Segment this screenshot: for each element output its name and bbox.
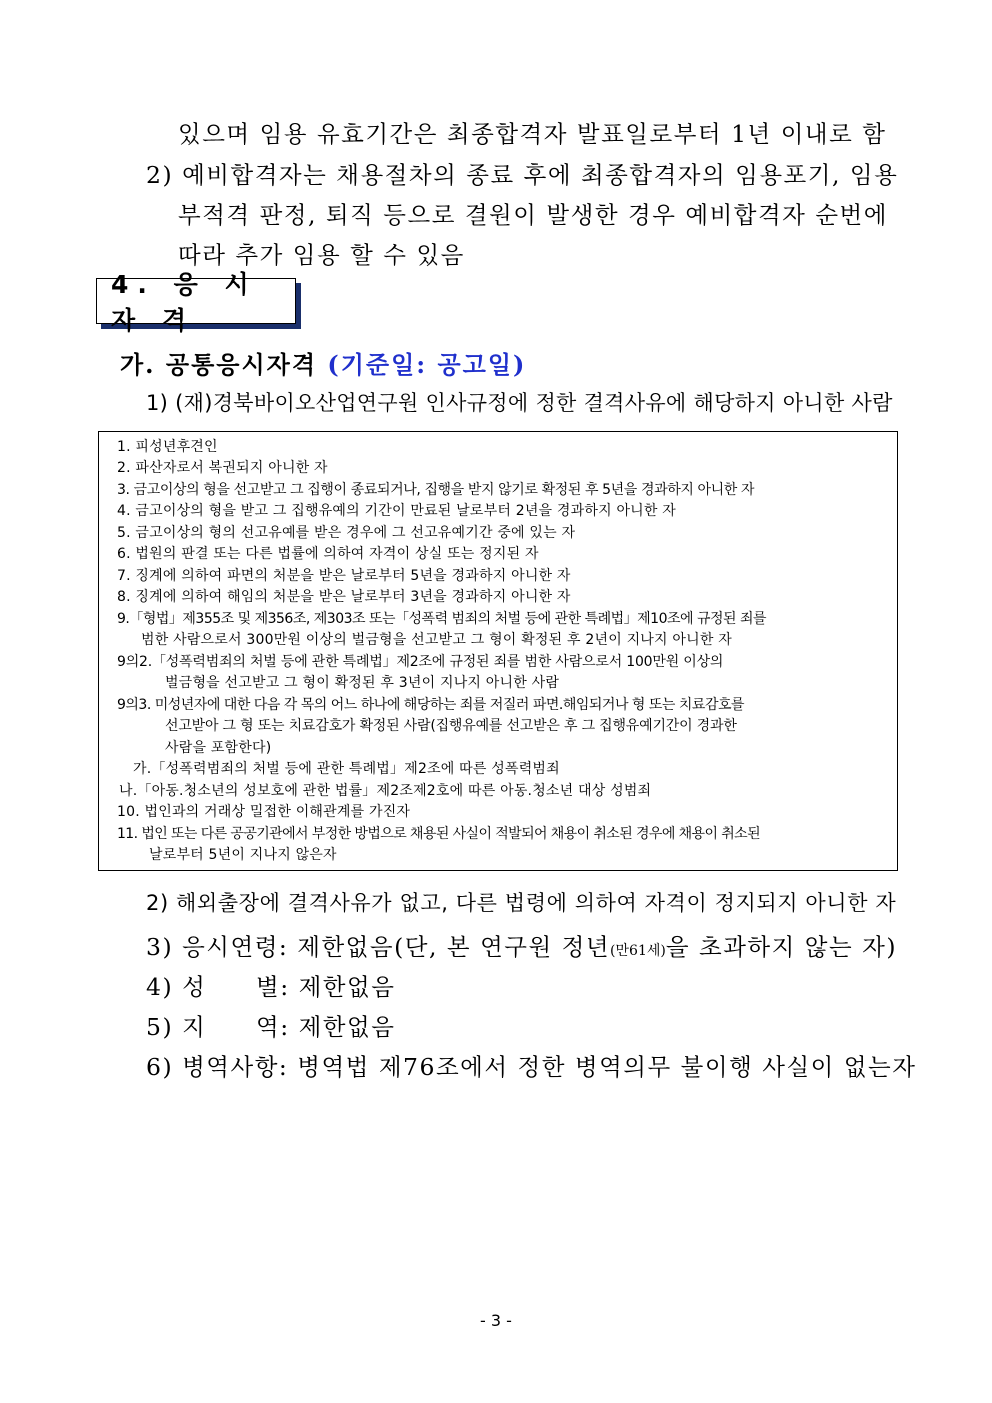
list-item: 6. 법원의 판결 또는 다른 법률에 의하여 자격이 상실 또는 정지된 자 — [117, 546, 539, 562]
text-line: 별: 제한없음 — [256, 973, 396, 1001]
list-item: 3. 금고이상의 형을 선고받고 그 집행이 종료되거나, 집행을 받지 않기로 확정된 후 5년을 경과하지 아니한 자 — [117, 482, 755, 498]
list-item — [146, 928, 897, 962]
list-item: 선고받아 그 형 또는 치료감호가 확정된 사람(집행유예를 선고받은 후 그 집행유예기간이 경과한 — [165, 718, 737, 734]
list-item: 사람을 포함한다) — [165, 740, 272, 756]
list-item: 6) 병역사항: 병역법 제76조에서 정한 병역의무 불이행 사실이 없는자 — [146, 1053, 917, 1081]
subsection-title — [120, 345, 526, 380]
subsection-label: 가. 공통응시자격 — [120, 350, 328, 379]
list-item: 5. 금고이상의 형의 선고유예를 받은 경우에 그 선고유예기간 중에 있는 자 — [117, 525, 576, 541]
list-item: 5) 지 — [146, 1013, 207, 1041]
list-item: 7. 징계에 의하여 파면의 처분을 받은 날로부터 5년을 경과하지 아니한 자 — [117, 568, 571, 584]
section-title: 4. 응 시 자 격 — [111, 270, 258, 335]
section-heading-box — [96, 270, 296, 335]
age-label: 3) 응시연령: 제한없음(단, 본 연구원 정년 — [146, 933, 611, 961]
text-line: 부적격 판정, 퇴직 등으로 결원이 발생한 경우 예비합격자 순번에 — [178, 201, 888, 229]
list-item: 2. 파산자로서 복권되지 아니한 자 — [117, 460, 328, 476]
list-item: 벌금형을 선고받고 그 형이 확정된 후 3년이 지나지 아니한 사람 — [165, 675, 560, 691]
list-item: 4) 성 — [146, 973, 207, 1001]
text-line: 있으며 임용 유효기간은 최종합격자 발표일로부터 1년 이내로 함 — [178, 120, 887, 148]
list-item: 11. 법인 또는 다른 공공기관에서 부정한 방법으로 채용된 사실이 적발되어 채용이 취소된 경우에 채용이 취소된 — [117, 826, 761, 842]
text-line: 역: 제한없음 — [256, 1013, 396, 1041]
text-line: 따라 추가 임용 할 수 있음 — [178, 241, 465, 269]
list-item: 9의2.「성폭력범죄의 처벌 등에 관한 특례법」제2조에 규정된 죄를 범한 사람으로서 100만원 이상의 — [117, 654, 724, 670]
list-item: 9.「형법」제355조 및 제356조, 제303조 또는「성폭력 범죄의 처벌 등에 관한 특례법」제10조에 규정된 죄를 — [117, 611, 767, 627]
page-number: - 3 - — [480, 1311, 512, 1330]
list-item: 나.「아동.청소년의 성보호에 관한 법률」제2조제2호에 따른 아동.청소년 대상 성범죄 — [119, 783, 652, 799]
list-item: 8. 징계에 의하여 해임의 처분을 받은 날로부터 3년을 경과하지 아니한 자 — [117, 589, 571, 605]
list-item: 1) (재)경북바이오산업연구원 인사규정에 정한 결격사유에 해당하지 아니한 사람 — [146, 391, 893, 415]
list-item: 2) 해외출장에 결격사유가 없고, 다른 법령에 의하여 자격이 정지되지 아니한 자 — [146, 891, 897, 915]
list-item: 가.「성폭력범죄의 처벌 등에 관한 특례법」제2조에 따른 성폭력범죄 — [133, 761, 560, 777]
age-limit: (만61세) — [610, 943, 666, 959]
list-item: 1. 피성년후견인 — [117, 439, 218, 455]
disqualification-box — [98, 431, 898, 871]
list-item: 9의3. 미성년자에 대한 다음 각 목의 어느 하나에 해당하는 죄를 저질러 파면.해임되거나 형 또는 치료감호를 — [117, 697, 745, 713]
list-item: 2) 예비합격자는 채용절차의 종료 후에 최종합격자의 임용포기, 임용 — [146, 161, 899, 189]
list-item: 4. 금고이상의 형을 받고 그 집행유예의 기간이 만료된 날로부터 2년을 경과하지 아니한 자 — [117, 503, 677, 519]
list-item: 날로부터 5년이 지나지 않은자 — [149, 847, 337, 863]
list-item: 10. 법인과의 거래상 밀접한 이해관계를 가진자 — [117, 804, 411, 820]
subsection-basis: (기준일: 공고일) — [327, 350, 527, 379]
age-rest: 을 초과하지 않는 자) — [665, 933, 898, 961]
list-item: 범한 사람으로서 300만원 이상의 벌금형을 선고받고 그 형이 확정된 후 2년이 지나지 아니한 자 — [141, 632, 732, 648]
